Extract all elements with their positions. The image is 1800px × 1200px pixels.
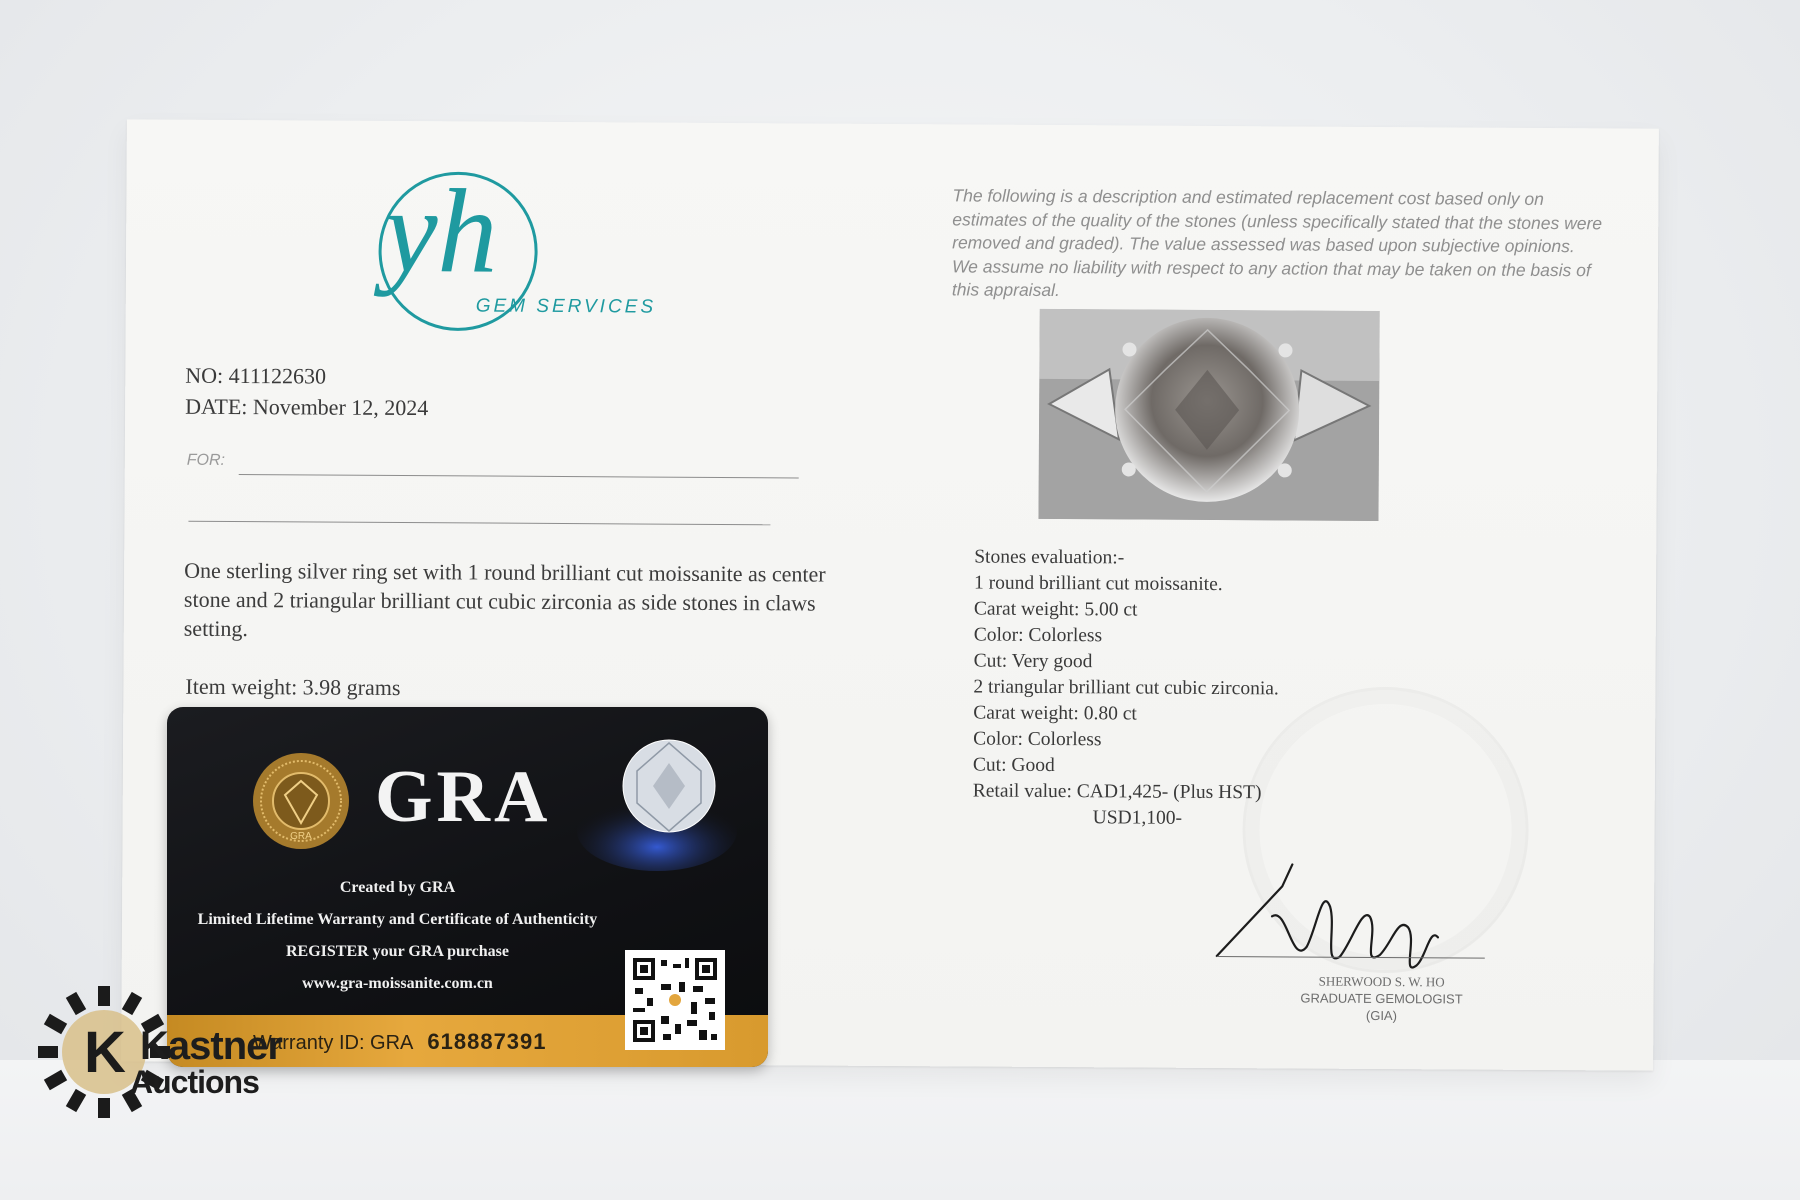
kastner-line2: Auctions [130, 1064, 259, 1100]
logo-monogram: yh [383, 163, 498, 298]
gra-seal-text: GRA [290, 831, 312, 842]
item-description: One sterling silver ring set with 1 round brilliant cut moissanite as center stone and 2 triangular brilliant cut cubic zirconia as side stones in claws setting. [183, 557, 826, 642]
blank-line [188, 521, 770, 526]
kastner-line1: Kastner [140, 1024, 282, 1068]
gemologist-name: SHERWOOD S. W. HO [1318, 973, 1445, 990]
gra-created: Created by GRA [339, 879, 456, 896]
qr-code-icon [625, 950, 725, 1050]
for-line [239, 474, 799, 478]
kastner-auctions-watermark [36, 980, 282, 1130]
stone-line: Cut: Very good [973, 650, 1093, 673]
stones-heading: Stones evaluation:- [974, 546, 1125, 569]
logo-name: GEM SERVICES [475, 295, 657, 318]
for-label: FOR: [186, 451, 226, 469]
certificate-date: DATE: November 12, 2024 [185, 393, 429, 421]
retail-value-usd: USD1,100- [1092, 807, 1183, 829]
stones-evaluation [973, 545, 1280, 833]
gra-url: www.gra-moissanite.com.cn [302, 975, 493, 992]
gemologist-block [1241, 972, 1521, 1025]
gra-warranty-id-label: Warranty ID: GRA [253, 1032, 414, 1054]
gemologist-title: GRADUATE GEMOLOGIST [1300, 990, 1463, 1007]
gra-seal-icon [251, 751, 351, 851]
stone-line: 2 triangular brilliant cut cubic zirconia. [973, 676, 1279, 700]
svg-text:K: K [84, 1020, 126, 1085]
retail-value: Retail value: CAD1,425- (Plus HST) [972, 780, 1262, 804]
certificate-meta [185, 360, 429, 423]
stone-line: 1 round brilliant cut moissanite. [974, 572, 1223, 596]
ring-photo [1038, 309, 1379, 521]
gra-register: REGISTER your GRA purchase [285, 943, 509, 960]
stone-line: Color: Colorless [973, 624, 1103, 647]
for-field [187, 452, 837, 486]
gemologist-org: (GIA) [1365, 1007, 1398, 1024]
diamond-icon [577, 731, 737, 871]
gemologist-signature [1212, 846, 1513, 988]
gra-warranty-text: Limited Lifetime Warranty and Certificate of Authenticity [197, 911, 598, 928]
certificate-number: NO: 411122630 [185, 362, 327, 389]
stone-line: Cut: Good [972, 754, 1055, 777]
gra-title: GRA [375, 756, 552, 838]
item-weight: Item weight: 3.98 grams [185, 673, 401, 701]
stone-line: Carat weight: 0.80 ct [973, 702, 1137, 725]
gra-warranty-id [253, 1029, 547, 1055]
stone-line: Carat weight: 5.00 ct [973, 598, 1138, 621]
gra-warranty-id-value: 618887391 [427, 1029, 547, 1054]
stone-line: Color: Colorless [973, 728, 1102, 751]
yh-gem-services-logo [366, 161, 697, 343]
appraisal-disclaimer: The following is a description and estimated replacement cost based only on estimates of the quality of the stones (unless specifically stated that the stones were removed and graded). The value assessed was based upon subjective opinions. We assume no liability with respect to any action that may be taken on the basis of this appraisal. [951, 185, 1603, 301]
